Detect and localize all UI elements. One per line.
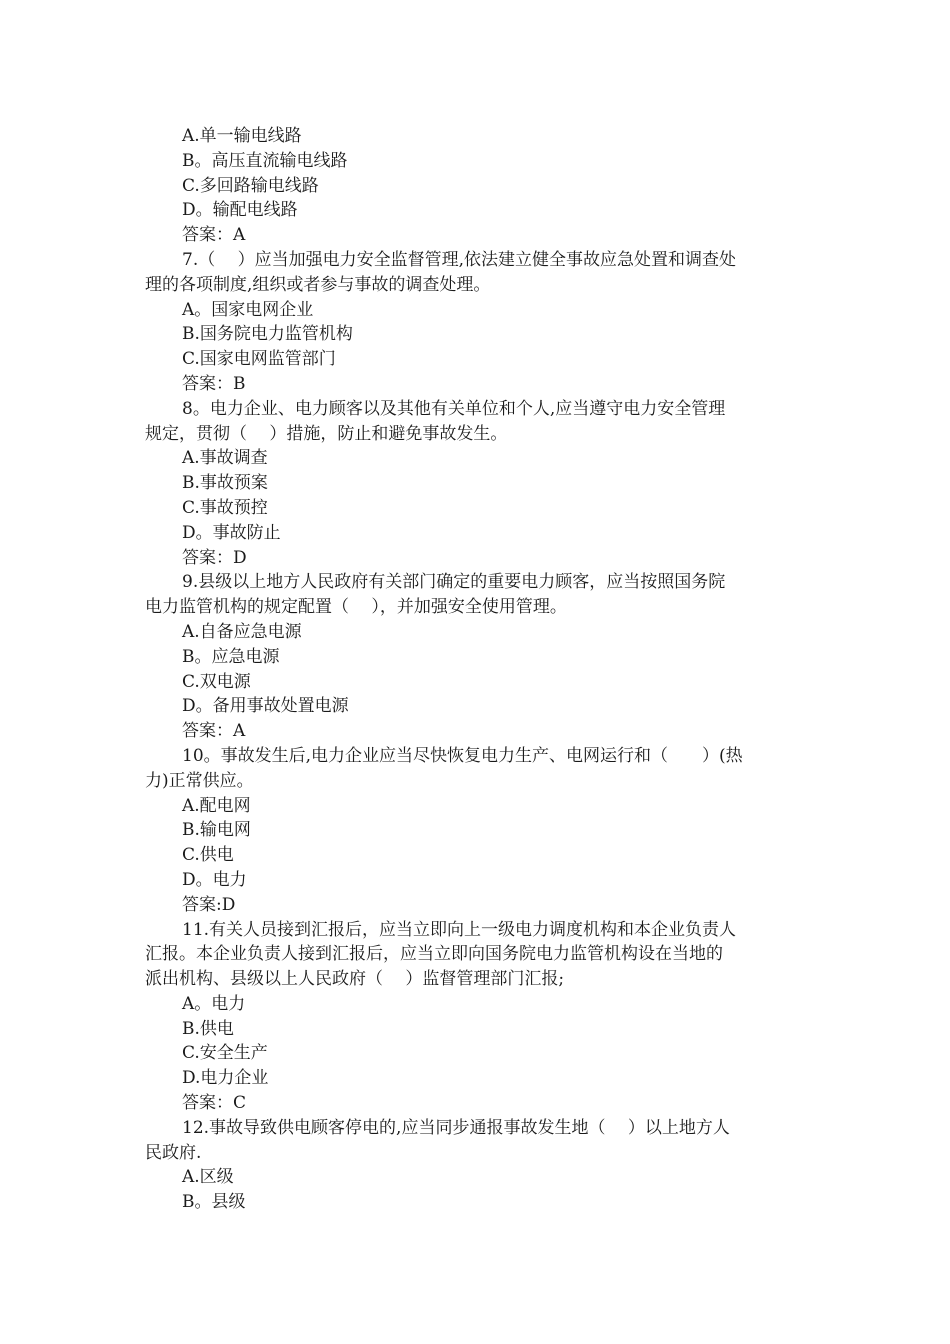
question-line: 理的各项制度,组织或者参与事故的调查处理。 [145, 274, 491, 295]
option-line: B.国务院电力监管机构 [182, 324, 353, 345]
option-line: A.自备应急电源 [182, 621, 302, 642]
option-line: B.输电网 [182, 820, 251, 841]
answer-line: 答案:D [182, 894, 236, 915]
text-line: C.多回路输电线路 [182, 175, 319, 196]
answer-line: 答案：C [182, 1093, 247, 1114]
question-line: 12.事故导致供电顾客停电的,应当同步通报事故发生地（ ）以上地方人 [182, 1117, 730, 1138]
option-line: C.双电源 [182, 671, 251, 692]
option-line: C.安全生产 [182, 1043, 268, 1064]
answer-line: 答案：D [182, 547, 247, 568]
document-page [145, 124, 809, 1215]
question-line: 汇报。本企业负责人接到汇报后，应当立即向国务院电力监管机构设在当地的 [145, 944, 723, 965]
option-line: A.配电网 [182, 795, 251, 816]
question-line: 规定，贯彻（ ）措施，防止和避免事故发生。 [145, 423, 508, 444]
option-line: D。备用事故处置电源 [182, 696, 349, 717]
option-line: D.电力企业 [182, 1068, 269, 1089]
question-line: 11.有关人员接到汇报后，应当立即向上一级电力调度机构和本企业负责人 [182, 919, 737, 940]
text-line: B。高压直流输电线路 [182, 150, 348, 171]
question-line: 9.县级以上地方人民政府有关部门确定的重要电力顾客，应当按照国务院 [182, 572, 726, 593]
question-line: 8。电力企业、电力顾客以及其他有关单位和个人,应当遵守电力安全管理 [182, 398, 726, 419]
option-line: A.区级 [182, 1167, 234, 1188]
option-line: D。事故防止 [182, 522, 281, 543]
option-line: D。电力 [182, 869, 247, 890]
question-line: 10。事故发生后,电力企业应当尽快恢复电力生产、电网运行和（ ）(热 [182, 745, 743, 766]
option-line: C.供电 [182, 845, 234, 866]
option-line: A。电力 [182, 993, 246, 1014]
option-line: B。应急电源 [182, 646, 280, 667]
option-line: B.供电 [182, 1018, 234, 1039]
option-line: B.事故预案 [182, 473, 268, 494]
text-line: A.单一输电线路 [182, 126, 302, 146]
question-line: 派出机构、县级以上人民政府（ ）监督管理部门汇报; [145, 969, 565, 990]
question-line: 民政府. [145, 1142, 202, 1163]
answer-line: 答案：A [182, 721, 246, 742]
answer-line: 答案：B [182, 373, 246, 394]
option-line: C.事故预控 [182, 497, 268, 518]
question-line: 电力监管机构的规定配置（ ），并加强安全使用管理。 [145, 597, 567, 618]
option-line: B。县级 [182, 1192, 246, 1213]
option-line: A.事故调查 [182, 448, 268, 469]
option-line: A。国家电网企业 [182, 299, 314, 320]
question-line: 力)正常供应。 [145, 770, 254, 791]
text-line: D。输配电线路 [182, 200, 298, 221]
answer-line: 答案：A [182, 225, 246, 246]
question-line: 7.（ ）应当加强电力安全监督管理,依法建立健全事故应急处置和调查处 [182, 249, 737, 270]
option-line: C.国家电网监管部门 [182, 349, 336, 370]
